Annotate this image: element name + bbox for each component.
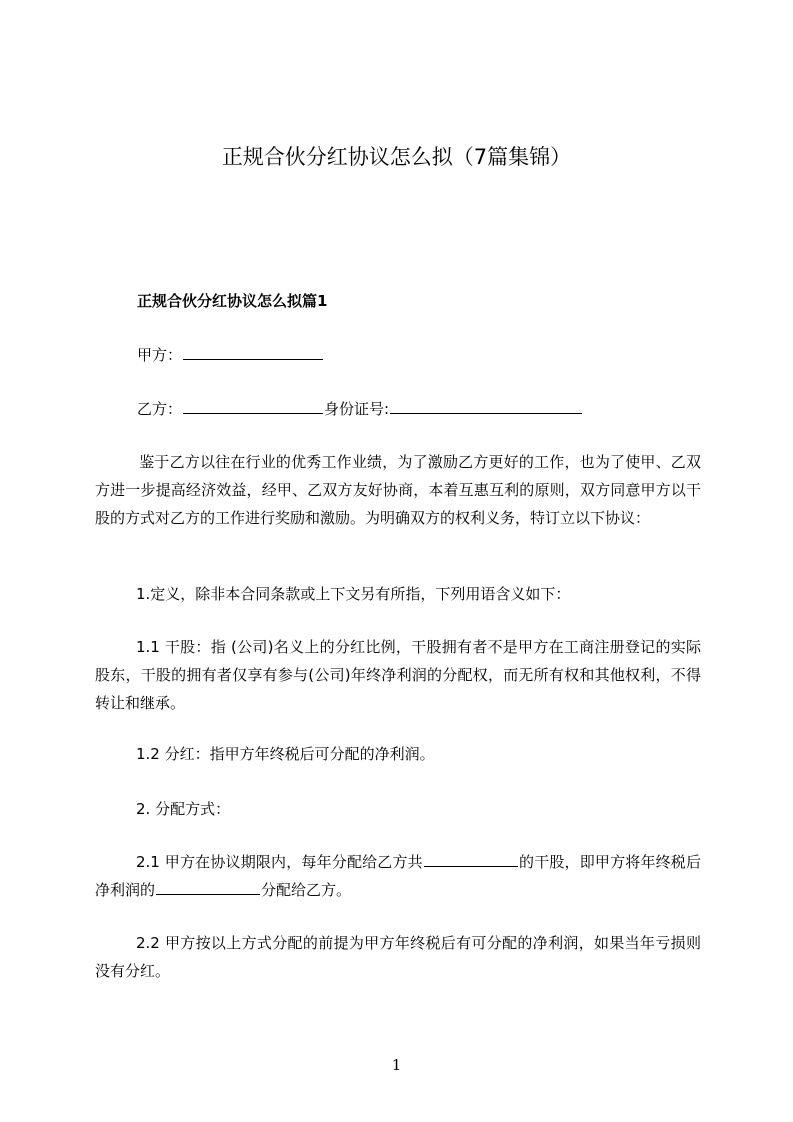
party-b-blank (183, 398, 323, 414)
page-number: 1 (391, 1056, 402, 1074)
profit-ratio-blank (156, 879, 260, 895)
paragraph-2-1-text-a: 2.1 甲方在协议期限内，每年分配给乙方共 (136, 853, 423, 871)
paragraph-1 (95, 580, 701, 608)
paragraph-2 (95, 795, 701, 823)
id-label: 身份证号: (324, 400, 390, 418)
paragraph-2-2-text: 2.2 甲方按以上方式分配的前提为甲方年终税后有可分配的净利润，如果当年亏损则没有分红。 (95, 934, 701, 980)
intro-paragraph (95, 448, 701, 532)
party-a-blank (183, 344, 323, 360)
paragraph-1-2 (95, 740, 701, 768)
id-blank (390, 398, 582, 414)
paragraph-2-1-text-c: 分配给乙方。 (261, 881, 352, 899)
paragraph-1-1 (95, 633, 701, 717)
intro-text: 鉴于乙方以往在行业的优秀工作业绩，为了激励乙方更好的工作，也为了使甲、乙双方进一步提高经济效益，经甲、乙双方友好协商，本着互惠互利的原则，双方同意甲方以干股的方式对乙方的工作进行奖励和激励。为明确双方的权利义务，特订立以下协议： (95, 453, 701, 527)
party-b-line (137, 398, 583, 420)
paragraph-1-2-text: 1.2 分红：指甲方年终税后可分配的净利润。 (136, 745, 435, 763)
party-a-label: 甲方： (137, 346, 183, 364)
document-title: 正规合伙分红协议怎么拟（7篇集锦） (221, 145, 572, 169)
paragraph-1-text: 1.定义，除非本合同条款或上下文另有所指，下列用语含义如下： (136, 585, 571, 603)
paragraph-2-1 (95, 848, 701, 904)
share-blank (424, 851, 518, 867)
paragraph-2-2 (95, 929, 701, 985)
party-b-label: 乙方： (137, 400, 183, 418)
party-a-line (137, 344, 324, 366)
paragraph-2-1-text-b: 的干股，即甲方将年终税后净利润的 (95, 853, 701, 899)
paragraph-2-text: 2. 分配方式： (136, 800, 231, 818)
paragraph-1-1-text: 1.1 干股：指 (公司)名义上的分红比例，干股拥有者不是甲方在工商注册登记的实际股东，干股的拥有者仅享有参与(公司)年终净利润的分配权，而无所有权和其他权利，不得转让和继承。 (95, 638, 701, 712)
section-heading: 正规合伙分红协议怎么拟篇1 (137, 292, 328, 310)
